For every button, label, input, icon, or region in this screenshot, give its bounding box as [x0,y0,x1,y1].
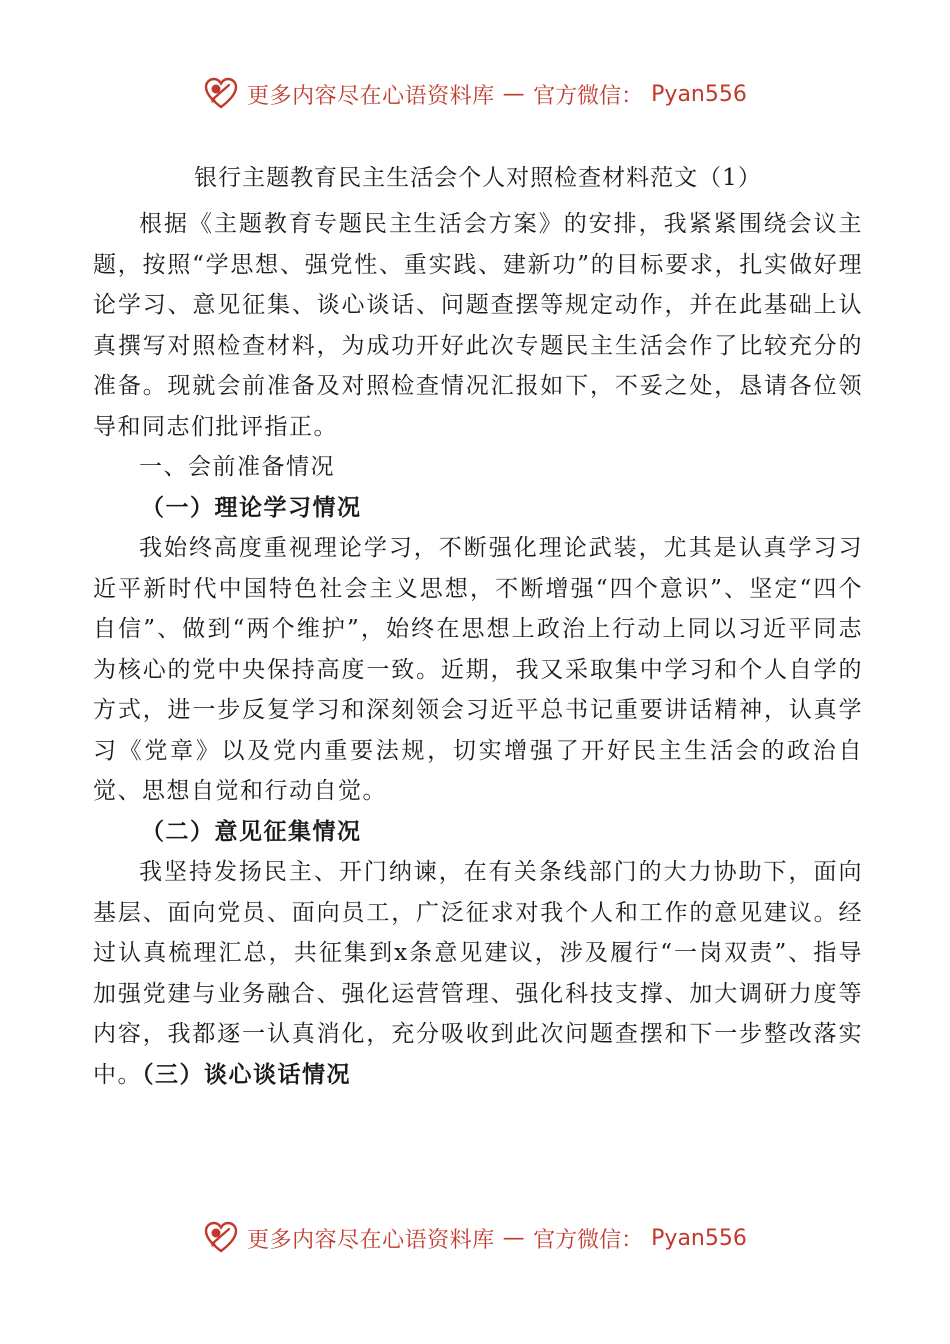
intro-paragraph: 根据《主题教育专题民主生活会方案》的安排，我紧紧围绕会议主题，按照“学思想、强党性、重实践、建新功”的目标要求，扎实做好理论学习、意见征集、谈心谈话、问题查摆等规定动作，并在此基础上认真撰写对照检查材料，为成功开好此次专题民主生活会作了比较充分的准备。现就会前准备及对照检查情况汇报如下，不妥之处，恳请各位领导和同志们批评指正。 [93,211,863,440]
subsection-body-2-text: 我坚持发扬民主、开门纳谏，在有关条线部门的大力协助下，面向基层、面向党员、面向员工，广泛征求对我个人和工作的意见建议。经过认真梳理汇总，共征集到x条意见建议，涉及履行“一岗双责”、指导加强党建与业务融合、强化运营管理、强化科技支撑、加大调研力度等内容，我都逐一认真消化，充分吸收到此次问题查摆和下一步整改落实中。 [93,859,863,1088]
watermark-wechat-id: Pyan556 [651,81,747,107]
heart-pen-logo-icon [203,1220,239,1256]
watermark-wechat-label: 官方微信： [533,1227,644,1253]
section-heading-1: 一、会前准备情况 [139,454,335,480]
subsection-heading-1: （一）理论学习情况 [141,493,362,521]
watermark-dash: — [502,81,526,107]
watermark-text: 更多内容尽在心语资料库 [247,1227,495,1253]
watermark-wechat-id: Pyan556 [651,1225,747,1251]
watermark-wechat-label: 官方微信： [533,83,644,109]
footer-watermark [0,1216,950,1260]
document-title: 银行主题教育民主生活会个人对照检查材料范文（1） [194,165,762,191]
subsection-body-2 [93,852,863,1095]
header-watermark [0,72,950,116]
watermark-text: 更多内容尽在心语资料库 [247,83,495,109]
watermark-dash: — [502,1225,526,1251]
subsection-heading-3: （三）谈心谈话情况 [142,1060,351,1088]
heart-pen-logo-icon [203,76,239,112]
document-body [93,158,863,1095]
subsection-heading-2: （二）意见征集情况 [141,817,362,845]
subsection-body-1: 我始终高度重视理论学习，不断强化理论武装，尤其是认真学习习近平新时代中国特色社会主义思想，不断增强“四个意识”、坚定“四个自信”、做到“两个维护”，始终在思想上政治上行动上同以习近平同志为核心的党中央保持高度一致。近期，我又采取集中学习和个人自学的方式，进一步反复学习和深刻领会习近平总书记重要讲话精神，认真学习《党章》以及党内重要法规，切实增强了开好民主生活会的政治自觉、思想自觉和行动自觉。 [93,535,863,804]
